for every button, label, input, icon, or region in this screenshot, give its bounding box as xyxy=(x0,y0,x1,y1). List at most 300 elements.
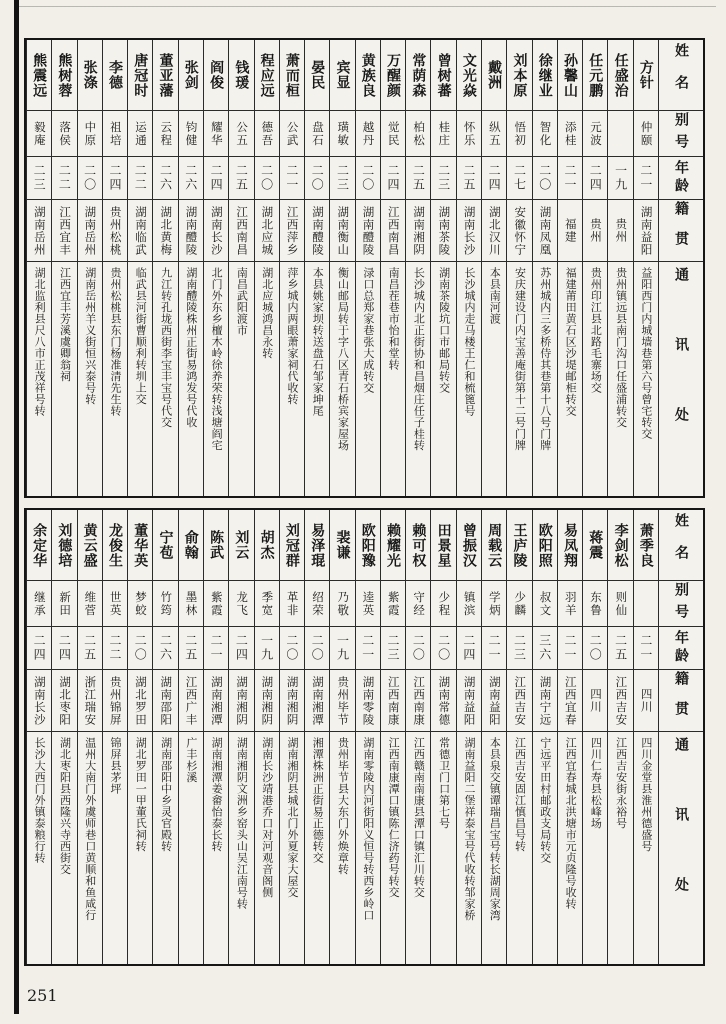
person-column xyxy=(582,510,607,964)
alias-cell xyxy=(533,581,557,627)
header-age-cell xyxy=(659,157,703,200)
name-text: 萧季良 xyxy=(637,522,654,568)
alias-text: 羽羊 xyxy=(563,590,578,617)
alias-cell xyxy=(179,581,203,627)
person-column xyxy=(506,40,531,496)
alias-cell xyxy=(229,111,253,157)
alias-text: 龙飞 xyxy=(235,590,250,617)
age-text: 三六 xyxy=(537,634,552,662)
address-cell xyxy=(533,732,557,964)
native-place-cell xyxy=(27,200,51,262)
header-column xyxy=(658,510,703,964)
address-text: 湖南醴陵株州正街易鸿发号代收 xyxy=(184,267,198,428)
age-cell xyxy=(482,627,506,670)
address-cell xyxy=(128,732,152,964)
name-cell xyxy=(128,40,152,111)
native-place-cell xyxy=(583,670,607,732)
name-cell xyxy=(457,510,481,581)
person-column xyxy=(607,40,632,496)
native-place-text: 湖南醴陵 xyxy=(310,205,325,256)
person-column xyxy=(582,40,607,496)
alias-cell xyxy=(330,111,354,157)
native-place-cell xyxy=(457,670,481,732)
age-text: 二五 xyxy=(82,634,97,662)
address-cell xyxy=(431,262,455,496)
address-text: 温州大南门外虞师巷口黄顺和鱼咸行 xyxy=(83,737,97,921)
person-column xyxy=(506,510,531,964)
native-place-text: 湖南湘阴 xyxy=(412,205,427,256)
name-cell xyxy=(27,510,51,581)
name-cell xyxy=(103,510,127,581)
age-text: 二一 xyxy=(638,634,653,662)
age-text: 二四 xyxy=(107,164,122,192)
name-cell xyxy=(153,510,177,581)
page-number: 251 xyxy=(27,986,58,1005)
header-native-cell xyxy=(659,200,703,262)
name-text: 万醒颜 xyxy=(385,52,402,98)
person-column xyxy=(380,40,405,496)
alias-cell xyxy=(103,581,127,627)
age-cell xyxy=(330,627,354,670)
page-gutter-line xyxy=(14,0,19,1014)
alias-text: 竹筠 xyxy=(159,590,174,617)
name-text: 曾树蕃 xyxy=(435,52,452,98)
address-cell xyxy=(507,262,531,496)
address-cell xyxy=(482,732,506,964)
address-cell xyxy=(431,732,455,964)
header-name-label: 姓名 xyxy=(673,43,689,107)
name-text: 赖可权 xyxy=(410,522,427,568)
alias-text: 德吾 xyxy=(260,120,275,147)
alias-text: 墨林 xyxy=(184,590,199,617)
alias-text: 叔文 xyxy=(538,590,553,617)
name-text: 俞翰 xyxy=(182,530,199,560)
alias-cell xyxy=(507,111,531,157)
address-text: 江西吉安街永裕号 xyxy=(614,737,628,829)
alias-text: 少麟 xyxy=(513,590,528,617)
native-place-cell xyxy=(204,200,228,262)
address-text: 长沙城内走马楼王仁和梳篦号 xyxy=(462,267,476,417)
age-text: 二一 xyxy=(487,634,502,662)
name-text: 欧阳照 xyxy=(536,522,553,568)
native-place-text: 湖南长沙 xyxy=(209,205,224,256)
age-text: 二五 xyxy=(411,164,426,192)
alias-cell xyxy=(482,111,506,157)
name-cell xyxy=(634,510,658,581)
address-cell xyxy=(406,262,430,496)
native-place-cell xyxy=(128,670,152,732)
name-cell xyxy=(634,40,658,111)
name-cell xyxy=(558,510,582,581)
address-text: 四川仁寿县松峰场 xyxy=(589,737,603,829)
name-cell xyxy=(78,40,102,111)
native-place-cell xyxy=(406,670,430,732)
alias-cell xyxy=(255,111,279,157)
name-cell xyxy=(583,510,607,581)
native-place-cell xyxy=(330,200,354,262)
address-cell xyxy=(381,732,405,964)
native-place-cell xyxy=(52,670,76,732)
native-place-cell xyxy=(103,200,127,262)
person-column xyxy=(127,40,152,496)
alias-text: 逵英 xyxy=(361,590,376,617)
address-text: 贵州印江县北路毛寨场交 xyxy=(589,267,603,394)
address-cell xyxy=(280,262,304,496)
name-text: 任元鹏 xyxy=(587,52,604,98)
age-text: 二四 xyxy=(487,164,502,192)
address-cell xyxy=(457,262,481,496)
native-place-text: 贵州毕节 xyxy=(336,675,351,726)
header-age-label: 年龄 xyxy=(673,630,689,666)
age-text: 二四 xyxy=(234,634,249,662)
age-cell xyxy=(634,627,658,670)
person-column xyxy=(152,510,177,964)
alias-cell xyxy=(27,111,51,157)
age-text: 二四 xyxy=(588,164,603,192)
native-place-text: 湖南湘阴 xyxy=(260,675,275,726)
alias-text: 紫霞 xyxy=(209,590,224,617)
alias-text: 则仙 xyxy=(614,590,629,617)
address-cell xyxy=(27,732,51,964)
name-text: 刘本原 xyxy=(511,52,528,98)
age-text: 二〇 xyxy=(82,164,97,192)
name-cell xyxy=(204,510,228,581)
native-place-text: 贵州锦屏 xyxy=(108,675,123,726)
alias-cell xyxy=(431,111,455,157)
native-place-text: 四川 xyxy=(639,688,654,713)
age-text: 二〇 xyxy=(411,634,426,662)
address-cell xyxy=(533,262,557,496)
age-cell xyxy=(305,627,329,670)
name-cell xyxy=(457,40,481,111)
alias-cell xyxy=(558,111,582,157)
name-text: 余定华 xyxy=(31,522,48,568)
age-cell xyxy=(356,157,380,200)
address-cell xyxy=(305,262,329,496)
age-cell xyxy=(305,157,329,200)
name-cell xyxy=(381,510,405,581)
address-text: 益阳西门内城墙巷第六号曾宅转交 xyxy=(639,267,653,440)
person-column xyxy=(77,40,102,496)
person-column xyxy=(380,510,405,964)
name-cell xyxy=(153,40,177,111)
person-column xyxy=(329,40,354,496)
age-cell xyxy=(27,157,51,200)
name-cell xyxy=(482,510,506,581)
native-place-text: 湖南宁远 xyxy=(538,675,553,726)
native-place-cell xyxy=(533,200,557,262)
person-column xyxy=(228,510,253,964)
native-place-cell xyxy=(78,200,102,262)
address-cell xyxy=(406,732,430,964)
age-cell xyxy=(457,627,481,670)
native-place-text: 四川 xyxy=(589,688,604,713)
age-text: 二二 xyxy=(57,164,72,192)
native-place-cell xyxy=(52,200,76,262)
age-text: 二〇 xyxy=(284,634,299,662)
address-text: 江西赣南南康县潭口镇汇川转交 xyxy=(412,737,426,898)
header-name-cell xyxy=(659,40,703,111)
alias-cell xyxy=(507,581,531,627)
address-cell xyxy=(608,732,632,964)
alias-text: 镇滨 xyxy=(462,590,477,617)
age-text: 二〇 xyxy=(360,164,375,192)
person-column xyxy=(405,40,430,496)
address-cell xyxy=(330,732,354,964)
name-cell xyxy=(356,510,380,581)
name-cell xyxy=(204,40,228,111)
alias-cell xyxy=(406,581,430,627)
native-place-cell xyxy=(558,670,582,732)
age-text: 二一 xyxy=(209,634,224,662)
header-native-label: 籍贯 xyxy=(673,200,689,261)
address-text: 贵州松桃县东门杨准清先生转 xyxy=(109,267,122,417)
address-cell xyxy=(583,732,607,964)
address-cell xyxy=(153,262,177,496)
age-cell xyxy=(280,157,304,200)
address-text: 贵州毕节县大东门外焕章转 xyxy=(336,737,350,875)
address-text: 湖南岳州羊义街恒兴泰号转 xyxy=(83,267,97,405)
person-column xyxy=(405,510,430,964)
name-text: 裴谦 xyxy=(334,530,351,560)
age-cell xyxy=(128,157,152,200)
native-place-text: 安徽怀宁 xyxy=(513,205,528,256)
address-text: 临武县河街曹顺利转圳上交 xyxy=(134,267,148,405)
header-native-cell xyxy=(659,670,703,732)
age-text: 二〇 xyxy=(588,634,603,662)
age-cell xyxy=(280,627,304,670)
name-cell xyxy=(356,40,380,111)
alias-cell xyxy=(305,111,329,157)
age-cell xyxy=(431,627,455,670)
name-cell xyxy=(431,40,455,111)
alias-text: 柏松 xyxy=(412,120,427,147)
native-place-text: 湖南湘阴 xyxy=(235,675,250,726)
person-column xyxy=(77,510,102,964)
alias-text: 纵五 xyxy=(487,120,502,147)
address-text: 萍乡城内两眼萧家祠代收转 xyxy=(285,267,299,405)
age-cell xyxy=(52,627,76,670)
age-text: 二一 xyxy=(563,164,578,192)
age-text: 二六 xyxy=(158,634,173,662)
age-cell xyxy=(27,627,51,670)
native-place-cell xyxy=(482,200,506,262)
alias-cell xyxy=(558,581,582,627)
name-text: 宾显 xyxy=(334,60,351,90)
native-place-cell xyxy=(305,200,329,262)
alias-cell xyxy=(52,111,76,157)
age-text: 二二 xyxy=(107,634,122,662)
native-place-cell xyxy=(431,670,455,732)
person-column xyxy=(557,510,582,964)
person-column xyxy=(102,510,127,964)
age-text: 二四 xyxy=(461,634,476,662)
age-text: 二〇 xyxy=(436,634,451,662)
native-place-cell xyxy=(482,670,506,732)
alias-cell xyxy=(482,581,506,627)
native-place-text: 湖南湘潭 xyxy=(209,675,224,726)
age-cell xyxy=(153,627,177,670)
age-text: 二〇 xyxy=(259,164,274,192)
native-place-text: 湖南岳州 xyxy=(32,205,47,256)
person-column xyxy=(228,40,253,496)
native-place-text: 湖南醴陵 xyxy=(184,205,199,256)
native-place-text: 湖南益阳 xyxy=(487,675,502,726)
name-text: 唐冠时 xyxy=(132,52,149,98)
address-text: 湖北枣阳县西隆兴寺西街交 xyxy=(58,737,72,875)
address-text: 湖南长沙靖港乔口对河观音阁侧 xyxy=(260,737,274,898)
name-cell xyxy=(482,40,506,111)
address-text: 湖北监利县尺八市正茂祥号转 xyxy=(33,267,47,417)
age-text: 二五 xyxy=(183,634,198,662)
native-place-cell xyxy=(153,200,177,262)
address-cell xyxy=(608,262,632,496)
name-cell xyxy=(330,40,354,111)
person-column xyxy=(329,510,354,964)
alias-cell xyxy=(305,581,329,627)
header-alias-cell xyxy=(659,111,703,157)
alias-text: 运通 xyxy=(133,120,148,147)
name-text: 易泽琨 xyxy=(309,522,326,568)
alias-cell xyxy=(153,111,177,157)
age-text: 二四 xyxy=(32,634,47,662)
name-text: 孙馨山 xyxy=(562,52,579,98)
native-place-text: 浙江瑞安 xyxy=(83,675,98,726)
age-text: 二〇 xyxy=(310,634,325,662)
age-text: 二四 xyxy=(386,164,401,192)
age-cell xyxy=(507,627,531,670)
alias-cell xyxy=(356,581,380,627)
age-cell xyxy=(103,627,127,670)
person-column xyxy=(279,40,304,496)
age-cell xyxy=(431,157,455,200)
age-text: 一九 xyxy=(259,634,274,662)
alias-text: 添桂 xyxy=(563,120,578,147)
alias-text: 元波 xyxy=(589,120,604,147)
person-column xyxy=(203,40,228,496)
address-text: 长沙城内北正街协和昌烟庄任子桂转 xyxy=(412,267,426,451)
age-cell xyxy=(381,157,405,200)
person-column xyxy=(26,510,51,964)
age-text: 二五 xyxy=(461,164,476,192)
name-cell xyxy=(52,510,76,581)
address-text: 湖南湘阴县城北门外夏家大屋交 xyxy=(285,737,299,898)
native-place-cell xyxy=(608,200,632,262)
name-cell xyxy=(507,510,531,581)
native-place-cell xyxy=(305,670,329,732)
age-cell xyxy=(330,157,354,200)
age-text: 二一 xyxy=(284,164,299,192)
age-text: 二六 xyxy=(183,164,198,192)
alias-text: 智化 xyxy=(538,120,553,147)
native-place-text: 贵州 xyxy=(589,218,604,243)
alias-text: 云程 xyxy=(159,120,174,147)
alias-cell xyxy=(78,111,102,157)
name-text: 曾振汉 xyxy=(460,522,477,568)
name-text: 欧阳豫 xyxy=(359,522,376,568)
age-cell xyxy=(406,627,430,670)
age-cell xyxy=(179,627,203,670)
name-cell xyxy=(381,40,405,111)
address-cell xyxy=(179,732,203,964)
address-text: 本县泉交镇谭瑞昌宝号转长湖周家湾 xyxy=(488,737,502,921)
name-text: 董亚藩 xyxy=(157,52,174,98)
age-cell xyxy=(608,627,632,670)
native-place-cell xyxy=(255,200,279,262)
directory-table-bottom xyxy=(24,508,705,966)
address-text: 北门外东乡檀木岭徐养荣转浅塘阎宅 xyxy=(210,267,224,451)
address-text: 湖北应城鸿昌永转 xyxy=(260,267,274,359)
address-cell xyxy=(356,262,380,496)
person-column xyxy=(430,510,455,964)
alias-cell xyxy=(78,581,102,627)
name-text: 田景星 xyxy=(435,522,452,568)
native-place-cell xyxy=(558,200,582,262)
header-age-label: 年龄 xyxy=(673,160,689,196)
address-text: 福建莆田黄石区沙堤邮柜转交 xyxy=(564,267,578,417)
name-cell xyxy=(305,40,329,111)
address-cell xyxy=(482,262,506,496)
age-cell xyxy=(356,627,380,670)
native-place-text: 湖南茶陵 xyxy=(437,205,452,256)
address-cell xyxy=(103,262,127,496)
address-cell xyxy=(128,262,152,496)
address-cell xyxy=(204,732,228,964)
native-place-text: 湖南醴陵 xyxy=(361,205,376,256)
name-cell xyxy=(103,40,127,111)
person-column xyxy=(102,40,127,496)
name-text: 胡杰 xyxy=(258,530,275,560)
header-alias-cell xyxy=(659,581,703,627)
native-place-cell xyxy=(507,670,531,732)
native-place-cell xyxy=(229,200,253,262)
name-cell xyxy=(431,510,455,581)
header-address-label: 通讯处 xyxy=(673,737,689,947)
alias-cell xyxy=(280,111,304,157)
alias-cell xyxy=(533,111,557,157)
alias-cell xyxy=(356,111,380,157)
age-text: 二三 xyxy=(32,164,47,192)
native-place-text: 湖南岳州 xyxy=(83,205,98,256)
address-text: 渌口总郑家巷张大成转交 xyxy=(361,267,375,394)
name-text: 刘德培 xyxy=(56,522,73,568)
address-cell xyxy=(255,732,279,964)
age-cell xyxy=(583,627,607,670)
address-text: 江西宜春城北洪塘市元贞隆号收转 xyxy=(564,737,578,910)
native-place-text: 江西吉安 xyxy=(614,675,629,726)
name-text: 王庐陵 xyxy=(511,522,528,568)
alias-text: 守经 xyxy=(412,590,427,617)
alias-text: 钧健 xyxy=(184,120,199,147)
alias-cell xyxy=(583,581,607,627)
alias-text: 悟初 xyxy=(513,120,528,147)
age-cell xyxy=(204,627,228,670)
alias-cell xyxy=(255,581,279,627)
address-text: 南昌茬巷市怡和堂转 xyxy=(387,267,401,371)
address-cell xyxy=(280,732,304,964)
address-cell xyxy=(153,732,177,964)
alias-text: 璜敏 xyxy=(336,120,351,147)
address-cell xyxy=(457,732,481,964)
native-place-cell xyxy=(431,200,455,262)
address-cell xyxy=(179,262,203,496)
age-text: 二一 xyxy=(563,634,578,662)
alias-cell xyxy=(381,111,405,157)
age-cell xyxy=(608,157,632,200)
native-place-cell xyxy=(356,200,380,262)
name-cell xyxy=(406,510,430,581)
name-text: 赖耀光 xyxy=(385,522,402,568)
